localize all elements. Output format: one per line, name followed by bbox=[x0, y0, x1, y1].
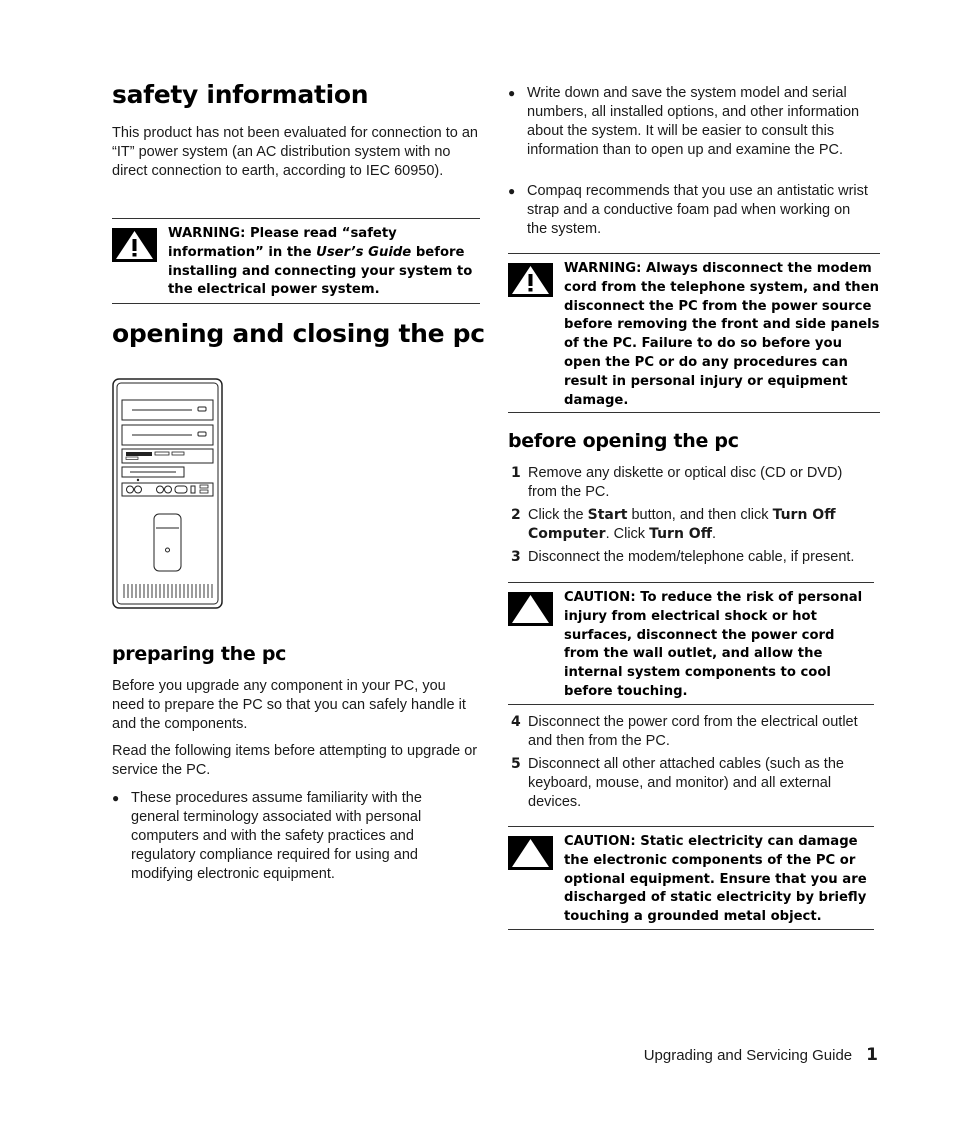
opening-title: opening and closing the pc bbox=[112, 319, 485, 348]
safety-warning-text: WARNING: Please read “safety information” in the User’s Guide before installing and connecting your system to the electrical power system. bbox=[168, 226, 473, 298]
safety-warning bbox=[112, 218, 480, 304]
step-4: 4 Disconnect the power cord from the electrical outlet and then from the PC. bbox=[511, 714, 858, 749]
list-item: ● Write down and save the system model and serial numbers, all installed options, and other information about the system. It will be easier to consult this information than to open up and examine the PC. bbox=[508, 85, 860, 158]
step-2: 2 Click the Start button, and then click Turn Off Computer. Click Turn Off. bbox=[511, 507, 836, 542]
caution-static bbox=[508, 826, 874, 930]
before-opening-title: before opening the pc bbox=[508, 430, 739, 452]
caution-static-text: CAUTION: Static electricity can damage the electronic components of the PC or optional equipment. Ensure that you are discharged of static electricity by briefly touching a grounded metal object. bbox=[564, 834, 867, 925]
preparing-para-2: Read the following items before attempting to upgrade or service the PC. bbox=[112, 743, 478, 778]
pc-tower-illustration bbox=[112, 378, 224, 610]
caution-shock bbox=[508, 582, 874, 705]
step-3: 3 Disconnect the modem/telephone cable, if present. bbox=[511, 549, 855, 565]
list-item: ● These procedures assume familiarity with the general terminology associated with personal computers and with the safety practices and regulatory compliance required for using and modifying electronic equipment. bbox=[112, 790, 422, 882]
page-number: 1 bbox=[866, 1045, 878, 1065]
warning-icon bbox=[508, 263, 553, 297]
safety-body: This product has not been evaluated for connection to an “IT” power system (an AC distribution system with no direct connection to earth, according to IEC 60950). bbox=[112, 125, 478, 179]
modem-warning-text: WARNING: Always disconnect the modem cord from the telephone system, and then disconnect the PC from the power source before removing the front and side panels of the PC. Failure to do so before you open the PC or do any procedures can result in personal injury or equipment damage. bbox=[564, 261, 880, 408]
modem-warning bbox=[508, 253, 880, 413]
warning-icon bbox=[112, 228, 157, 262]
step-1: 1 Remove any diskette or optical disc (CD or DVD) from the PC. bbox=[511, 465, 843, 500]
guide-name: Upgrading and Servicing Guide bbox=[643, 1047, 853, 1064]
safety-title: safety information bbox=[112, 80, 369, 109]
list-item: ● Compaq recommends that you use an antistatic wrist strap and a conductive foam pad when working on the system. bbox=[508, 183, 868, 237]
caution-icon bbox=[508, 592, 553, 626]
step-5: 5 Disconnect all other attached cables (such as the keyboard, mouse, and monitor) and all external devices. bbox=[511, 756, 844, 810]
page-footer bbox=[644, 1045, 878, 1066]
caution-shock-text: CAUTION: To reduce the risk of personal injury from electrical shock or hot surfaces, disconnect the power cord from the wall outlet, and allow the internal system components to cool before touching. bbox=[564, 590, 863, 699]
preparing-para-1: Before you upgrade any component in your PC, you need to prepare the PC so that you can safely handle it and the components. bbox=[112, 678, 466, 732]
caution-icon bbox=[508, 836, 553, 870]
preparing-title: preparing the pc bbox=[112, 643, 287, 665]
